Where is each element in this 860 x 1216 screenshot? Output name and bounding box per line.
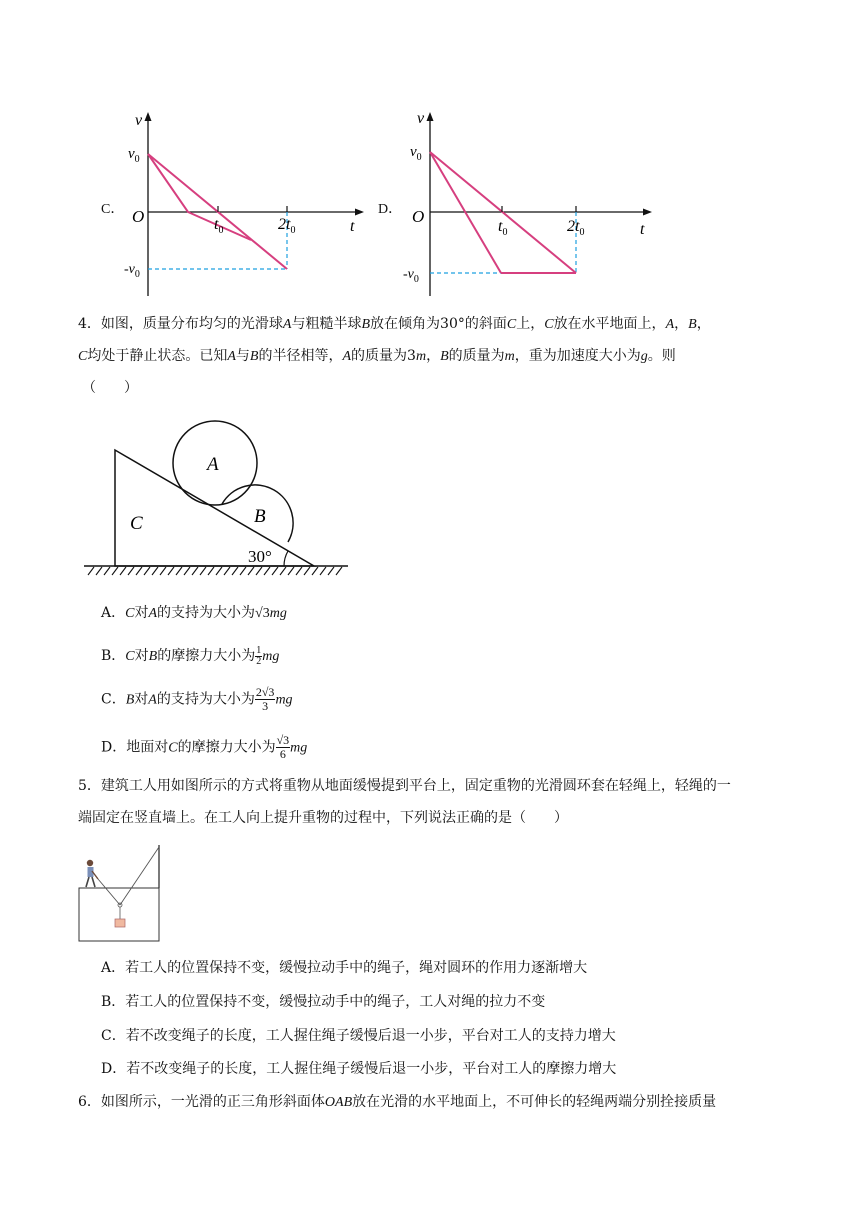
q4-option-b[interactable]: B．C对B的摩擦力大小为 $\frac{1}{2}$ mg [101, 644, 280, 667]
fraction: $\frac{1}{2}$ [256, 644, 262, 667]
graph-d-label: D． [378, 202, 403, 217]
t-label: t [640, 221, 645, 238]
v0-label: $v_0$ [128, 146, 140, 165]
q5-option-a[interactable]: A．若工人的位置保持不变，缓慢拉动手中的绳子，绳对圆环的作用力逐渐增大 [101, 960, 588, 976]
q5-option-b[interactable]: B．若工人的位置保持不变，缓慢拉动手中的绳子，工人对绳的拉力不变 [101, 994, 546, 1010]
vt-graph-c [96, 106, 376, 302]
q4-figure [82, 412, 350, 578]
fraction: $\frac{√3}{6}$ [276, 733, 290, 761]
q4-number: 4． [78, 316, 101, 332]
worker-leg-left [86, 877, 89, 887]
weight-box [115, 919, 125, 927]
question-4: 4．如图，质量分布均匀的光滑球A与粗糙半球B放在倾角为30°的斜面C上，C放在水平地面上，A，B， [78, 316, 711, 332]
vt-graph-d [378, 106, 668, 302]
question-4-paren: （ ） [82, 380, 138, 396]
question-6: 6．如图所示，一光滑的正三角形斜面体OAB放在光滑的水平地面上，不可伸长的轻绳两端分别拴接质量 [78, 1094, 717, 1110]
t0-label: $t_0$ [498, 218, 508, 238]
worker-head [87, 860, 93, 866]
q4-option-c[interactable]: C．B对A的支持为大小为 $\frac{2√3}{3}$ mg [101, 685, 293, 713]
incline-diagram [82, 412, 350, 578]
label-a: A [207, 454, 219, 475]
origin-label: O [132, 207, 145, 226]
t0-label: $t_0$ [214, 216, 224, 236]
fraction: $\frac{2√3}{3}$ [255, 685, 275, 713]
q4-option-d[interactable]: D．地面对C的摩擦力大小为 $\frac{√3}{6}$ mg [101, 733, 308, 761]
graph-option-c [96, 106, 376, 302]
ground-hatch [88, 567, 342, 575]
q5-figure [78, 843, 162, 943]
question-5-line2: 端固定在竖直墙上。在工人向上提升重物的过程中，下列说法正确的是（ ） [78, 810, 568, 826]
2t0-label: $2t_0$ [278, 216, 296, 236]
rope-right [120, 847, 159, 905]
angle-label: 30° [248, 547, 272, 566]
v-label: v [417, 110, 425, 127]
neg-v0-label: $-v_0$ [124, 262, 140, 280]
v-axis-arrow [427, 112, 434, 121]
q4-option-a[interactable]: A．C对A的支持为大小为√3mg [101, 605, 287, 621]
platform-box [79, 888, 159, 941]
graph-option-d [378, 106, 668, 302]
question-4-line2: C均处于静止状态。已知A与B的半径相等，A的质量为3m，B的质量为m，重为加速度大小为g。则 [78, 348, 676, 364]
graph-c-label: C． [101, 202, 125, 217]
question-5: 5．建筑工人用如图所示的方式将重物从地面缓慢提到平台上，固定重物的光滑圆环套在轻绳上，轻绳的一 [78, 778, 731, 794]
origin-label: O [412, 207, 425, 226]
angle-arc [284, 551, 288, 566]
worker-leg-right [92, 877, 95, 887]
v0-label: $v_0$ [410, 144, 422, 163]
label-c: C [130, 513, 143, 534]
v-axis-arrow [145, 112, 152, 121]
neg-v0-label: $-v_0$ [403, 267, 419, 285]
platform-diagram [78, 843, 162, 943]
q5-option-d[interactable]: D．若不改变绳子的长度，工人握住绳子缓慢后退一小步，平台对工人的摩擦力增大 [101, 1061, 617, 1077]
2t0-label: $2t_0$ [567, 218, 585, 238]
rope-left [98, 879, 120, 905]
t-axis-arrow [355, 209, 364, 216]
t-label: t [350, 218, 355, 235]
v-label: v [135, 112, 143, 129]
q5-option-c[interactable]: C．若不改变绳子的长度，工人握住绳子缓慢后退一小步，平台对工人的支持力增大 [101, 1028, 616, 1044]
t-axis-arrow [643, 209, 652, 216]
label-b: B [254, 506, 266, 527]
